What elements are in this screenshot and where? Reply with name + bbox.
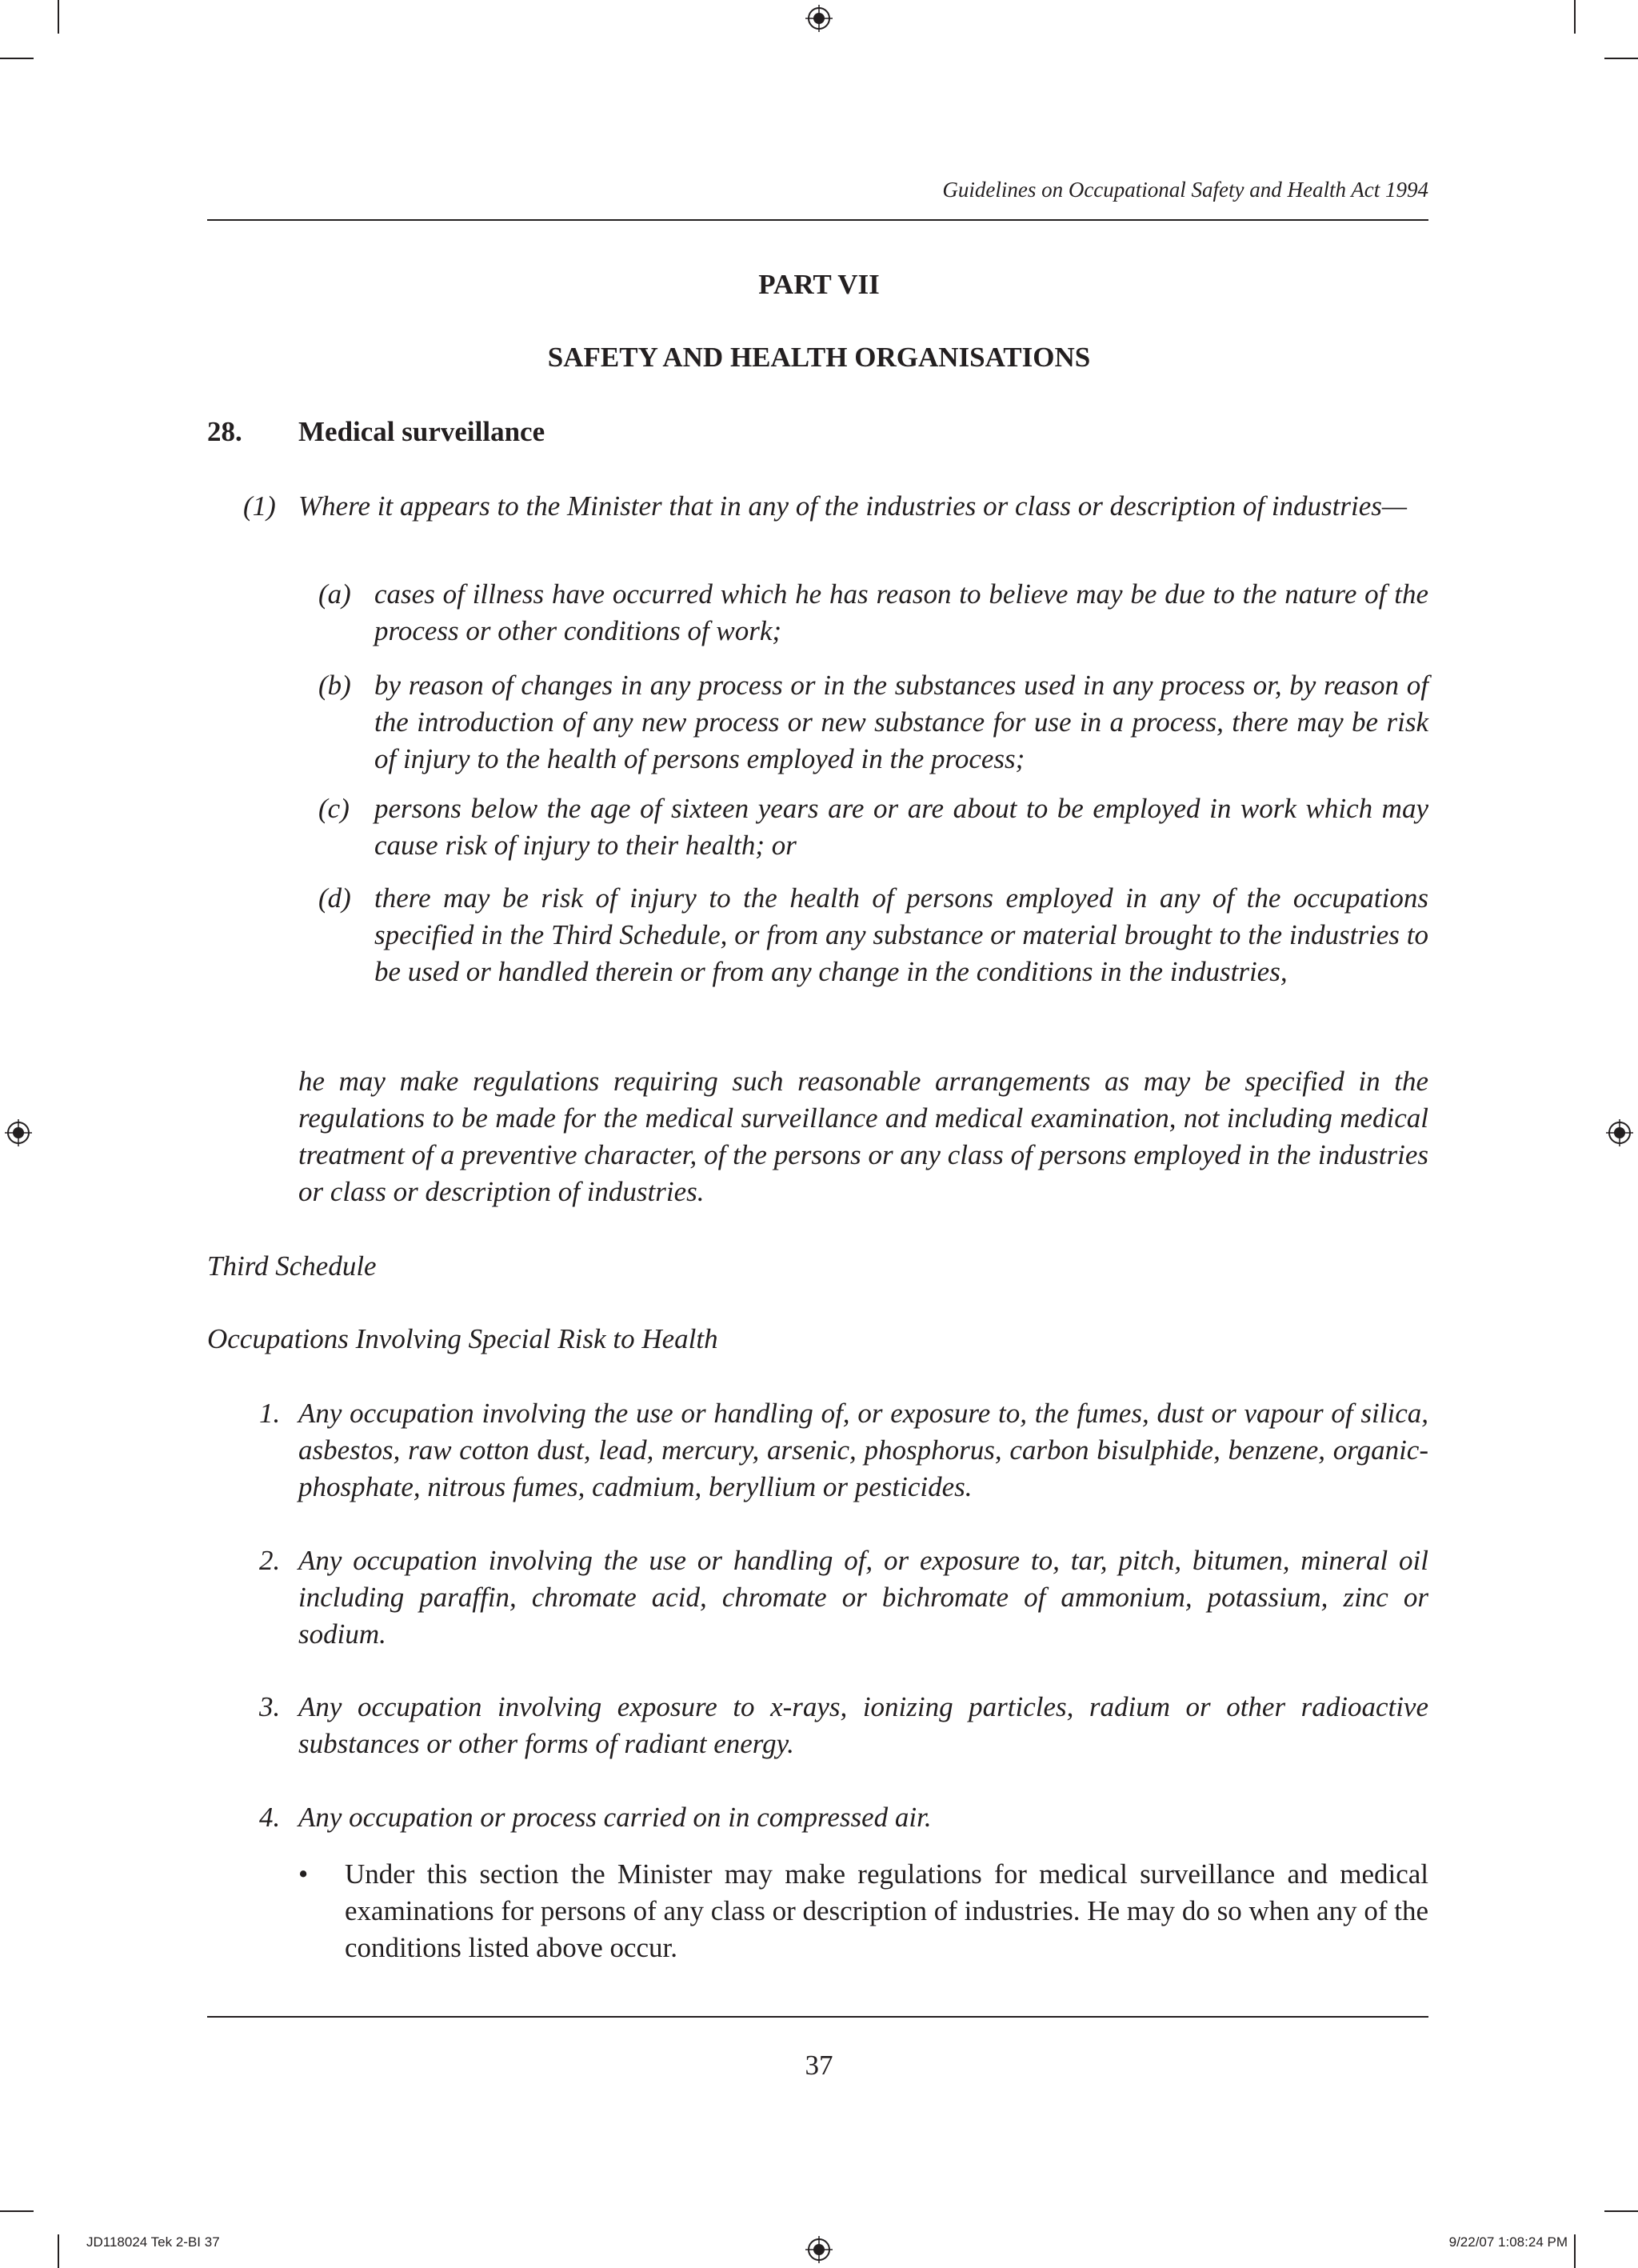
- schedule-item-label: 3.: [259, 1691, 281, 1722]
- paragraph-label: (c): [318, 793, 350, 824]
- paragraph-label: (a): [318, 578, 351, 610]
- subsection-closing: he may make regulations requiring such reasonable arrangements as may be specified in the regulations to be made for the medical surveillance and medical examination, not including medical treatment of a preventive character, of the persons or any class of persons employed in the industries or class or description of industries.: [298, 1066, 1428, 1207]
- crop-mark: [0, 58, 34, 59]
- paragraph-label: (b): [318, 670, 351, 701]
- schedule-item-label: 2.: [259, 1545, 281, 1576]
- registration-mark-icon: [5, 1119, 32, 1146]
- subsection-label: (1): [243, 490, 276, 522]
- page-number: 37: [805, 2050, 833, 2081]
- paragraph-label: (d): [318, 882, 351, 914]
- section-number: 28.: [207, 416, 242, 447]
- paragraph-text: there may be risk of injury to the health of persons employed in any of the occupations specified in the Third Schedule, or from any substance or material brought to the industries to be used or handled therein or from any change in the conditions in the industries,: [374, 882, 1428, 987]
- part-title: SAFETY AND HEALTH ORGANISATIONS: [547, 342, 1091, 373]
- bullet-icon: •: [298, 1858, 309, 1890]
- schedule-item-label: 1.: [259, 1398, 281, 1429]
- footer-rule: [207, 2016, 1428, 2018]
- crop-mark: [1604, 2210, 1638, 2212]
- schedule-subtitle: Occupations Involving Special Risk to Health: [207, 1323, 718, 1354]
- registration-mark-icon: [805, 5, 833, 32]
- schedule-item-text: Any occupation or process carried on in compressed air.: [298, 1802, 932, 1833]
- subsection-intro: Where it appears to the Minister that in any of the industries or class or description of industries—: [298, 490, 1408, 522]
- section-title: Medical surveillance: [298, 416, 545, 447]
- paragraph-text: persons below the age of sixteen years are or are about to be employed in work which may cause risk of injury to their health; or: [374, 793, 1428, 861]
- running-header: Guidelines on Occupational Safety and Health Act 1994: [942, 178, 1428, 202]
- note-text: Under this section the Minister may make regulations for medical surveillance and medical examinations for persons of any class or description of industries. He may do so when any of the conditions listed above occur.: [345, 1858, 1428, 1963]
- print-slug-right: 9/22/07 1:08:24 PM: [1448, 2234, 1568, 2250]
- print-slug-left: JD118024 Tek 2-BI 37: [86, 2234, 220, 2250]
- crop-mark: [58, 2234, 59, 2268]
- schedule-item-label: 4.: [259, 1802, 281, 1833]
- crop-mark: [58, 0, 59, 34]
- schedule-item-text: Any occupation involving the use or handling of, or exposure to, tar, pitch, bitumen, mineral oil including paraffin, chromate acid, chromate or bichromate of ammonium, potassium, zinc or sodium.: [298, 1545, 1428, 1650]
- paragraph-text: by reason of changes in any process or in the substances used in any process or, by reason of the introduction of any new process or new substance for use in a process, there may be risk of injury to the health of persons employed in the process;: [374, 670, 1428, 774]
- crop-mark: [1574, 2234, 1576, 2268]
- paragraph-text: cases of illness have occurred which he has reason to believe may be due to the nature of the process or other conditions of work;: [374, 578, 1428, 646]
- registration-mark-icon: [1606, 1119, 1633, 1146]
- schedule-item-text: Any occupation involving the use or handling of, or exposure to, the fumes, dust or vapour of silica, asbestos, raw cotton dust, lead, mercury, arsenic, phosphorus, carbon bisulphide, benzene, organic-phosphate, nitrous fumes, cadmium, beryllium or pesticides.: [298, 1398, 1428, 1502]
- header-rule: [207, 219, 1428, 221]
- crop-mark: [0, 2210, 34, 2212]
- part-label: PART VII: [758, 269, 880, 300]
- schedule-title: Third Schedule: [207, 1250, 377, 1282]
- schedule-item-text: Any occupation involving exposure to x-rays, ionizing particles, radium or other radioactive substances or other forms of radiant energy.: [298, 1691, 1428, 1759]
- crop-mark: [1604, 58, 1638, 59]
- registration-mark-icon: [805, 2236, 833, 2263]
- crop-mark: [1574, 0, 1576, 34]
